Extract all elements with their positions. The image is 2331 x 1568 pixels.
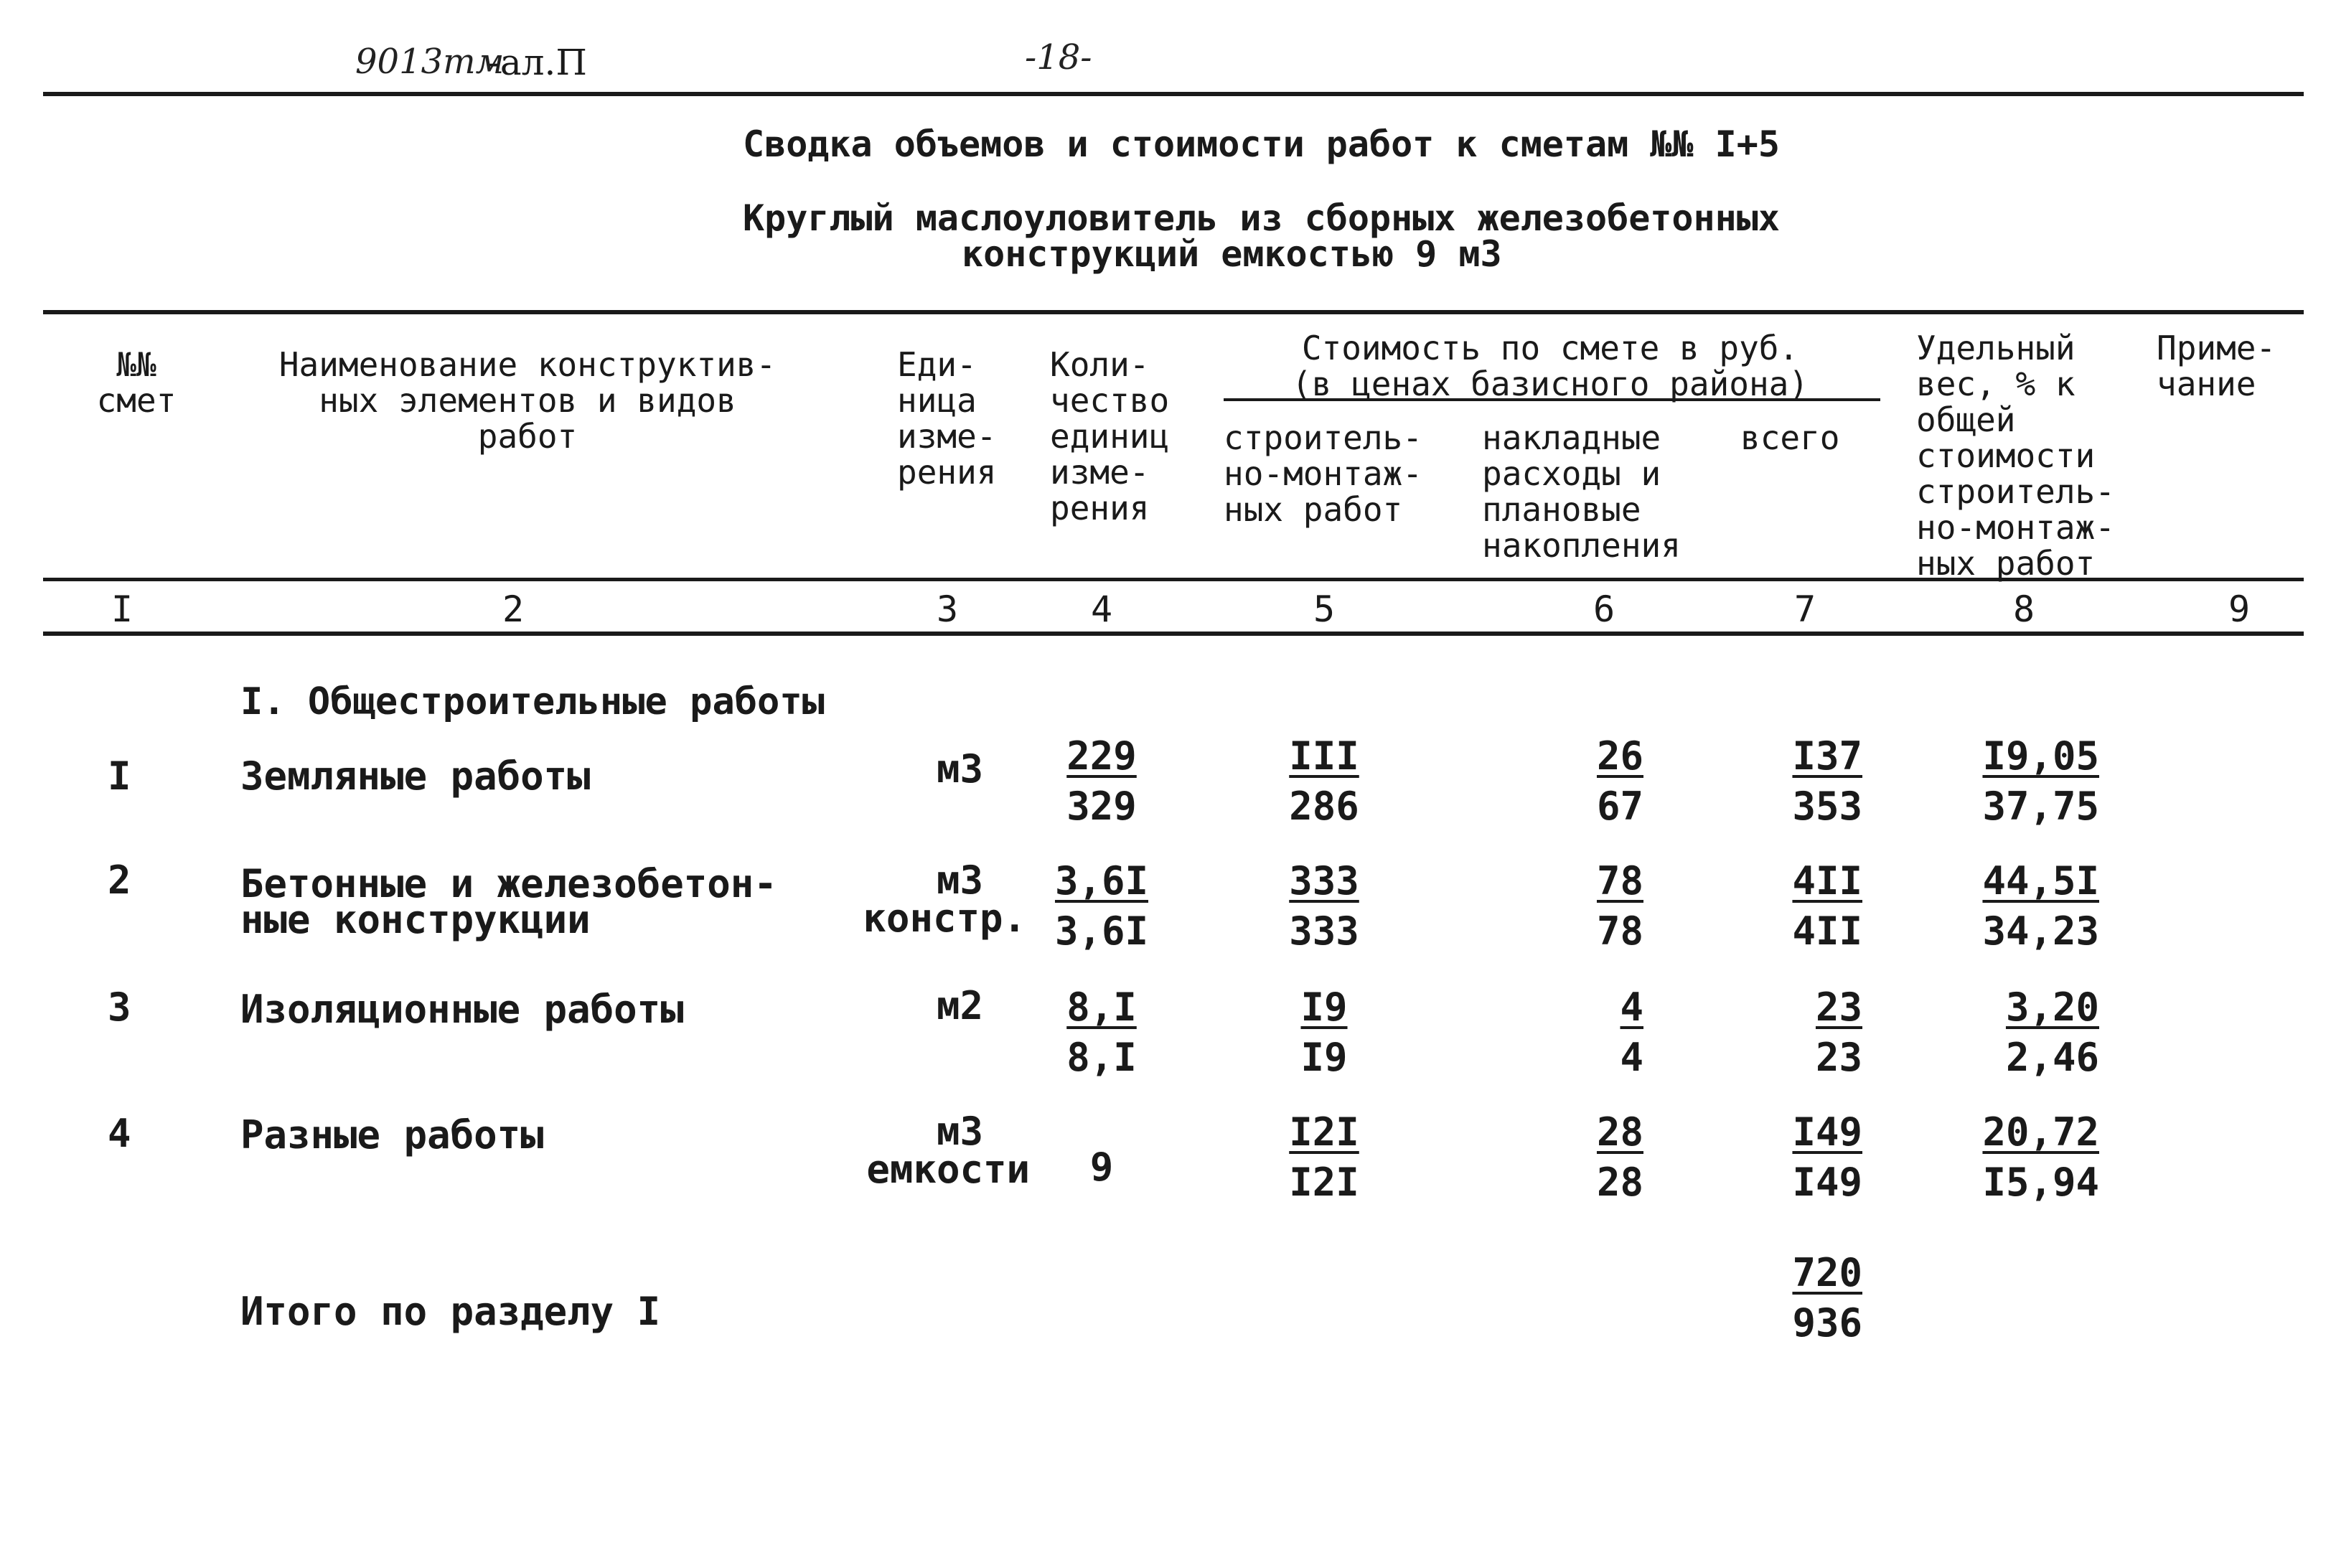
row2-name-line2: ные конструкции	[240, 897, 591, 942]
colnum-1: I	[111, 588, 133, 630]
row3-overhead-bottom: 4	[1620, 1035, 1643, 1080]
row4-overhead-bottom: 28	[1596, 1160, 1643, 1205]
row2-overhead-top: 78	[1596, 858, 1643, 903]
row4-share-top: 20,72	[1982, 1109, 2099, 1155]
row4-number: 4	[108, 1111, 131, 1156]
row3-qty-bottom: 8,I	[1066, 1035, 1137, 1080]
row3-share-bottom: 2,46	[2005, 1035, 2099, 1080]
row1-unit: м3	[936, 746, 983, 792]
colnum-5: 5	[1313, 588, 1336, 630]
row1-overhead-bottom: 67	[1596, 784, 1643, 829]
summary-title: Сводка объемов и стоимости работ к сметам №№ I+5	[743, 123, 1780, 165]
row1-number: I	[108, 754, 131, 799]
row3-share-top: 3,20	[2005, 985, 2099, 1030]
header-quantity: Коли- чество единиц изме- рения	[1050, 345, 1170, 527]
header-note: Приме- чание	[2157, 329, 2276, 403]
row1-share-bottom: 37,75	[1982, 784, 2099, 829]
row4-total-bottom: I49	[1792, 1160, 1862, 1205]
colnum-bottom-rule	[43, 632, 2304, 636]
header-total: всего	[1740, 418, 1840, 457]
row4-share-bottom: I5,94	[1982, 1160, 2099, 1205]
row1-qty-bottom: 329	[1066, 784, 1137, 829]
colnum-3: 3	[936, 588, 959, 630]
row3-total-top: 23	[1815, 985, 1862, 1030]
row2-qty-bottom: 3,6I	[1054, 909, 1149, 954]
row1-total-top: I37	[1792, 733, 1862, 779]
row3-qty-top: 8,I	[1066, 985, 1137, 1030]
header-unit: Еди- ница изме- рения	[897, 345, 997, 492]
colnum-8: 8	[2012, 588, 2035, 630]
row1-overhead-top: 26	[1596, 733, 1643, 779]
row4-smr-top: I2I	[1289, 1109, 1359, 1155]
row2-unit-line2: констр.	[863, 896, 1026, 941]
page-number: -18-	[1025, 37, 1092, 78]
row2-share-top: 44,5I	[1982, 858, 2099, 903]
row4-unit-line2: емкости	[866, 1147, 1030, 1192]
header-construction-cost: строитель- но-монтаж- ных работ	[1224, 418, 1422, 529]
row2-overhead-bottom: 78	[1596, 909, 1643, 954]
row3-smr-bottom: I9	[1300, 1035, 1348, 1080]
row2-number: 2	[108, 858, 131, 903]
doc-code: 9013тм	[355, 42, 505, 82]
object-title-line1: Круглый маслоуловитель из сборных железобетонных	[743, 197, 1780, 239]
header-cost-group: Стоимость по смете в руб. (в ценах базисного района)	[1291, 329, 1809, 403]
row3-number: 3	[108, 985, 131, 1030]
subtotal-total-bottom: 936	[1792, 1300, 1862, 1346]
row1-name: Земляные работы	[240, 754, 591, 799]
row3-name: Изоляционные работы	[240, 987, 684, 1032]
row4-unit-line1: м3	[936, 1109, 983, 1154]
row2-unit-line1: м3	[936, 858, 983, 903]
row4-smr-bottom: I2I	[1289, 1160, 1359, 1205]
row1-smr-bottom: 286	[1289, 784, 1359, 829]
subtotal-total-top: 720	[1792, 1250, 1862, 1295]
subtotal-label: Итого по разделу I	[240, 1289, 661, 1334]
colnum-7: 7	[1793, 588, 1816, 630]
row1-share-top: I9,05	[1982, 733, 2099, 779]
row4-total-top: I49	[1792, 1109, 1862, 1155]
section-title: I. Общестроительные работы	[240, 680, 825, 723]
row2-smr-bottom: 333	[1289, 909, 1359, 954]
row4-overhead-top: 28	[1596, 1109, 1643, 1155]
row3-total-bottom: 23	[1815, 1035, 1862, 1080]
row2-total-bottom: 4II	[1792, 909, 1862, 954]
album-label: -ал.П	[488, 42, 587, 83]
row4-qty: 9	[1089, 1145, 1114, 1190]
colnum-9: 9	[2228, 588, 2251, 630]
row2-share-bottom: 34,23	[1982, 909, 2099, 954]
header-element-name: Наименование конструктив- ных элементов и видов работ	[278, 345, 777, 456]
colnum-4: 4	[1090, 588, 1113, 630]
header-overhead: накладные расходы и плановые накопления	[1482, 418, 1681, 565]
header-estimate-number: №№ смет	[96, 345, 177, 420]
colnum-2: 2	[502, 588, 525, 630]
row1-smr-top: III	[1289, 733, 1359, 779]
top-rule	[43, 92, 2304, 96]
row3-unit: м2	[936, 983, 983, 1028]
object-title-line2: конструкций емкостью 9 м3	[962, 233, 1502, 275]
row2-total-top: 4II	[1792, 858, 1862, 903]
row2-name-line1: Бетонные и железобетон-	[240, 861, 777, 906]
row4-name: Разные работы	[240, 1112, 544, 1158]
row3-overhead-top: 4	[1620, 985, 1643, 1030]
colnum-6: 6	[1593, 588, 1615, 630]
row2-qty-top: 3,6I	[1054, 858, 1149, 903]
table-top-rule	[43, 310, 2304, 314]
header-share: Удельный вес, % к общей стоимости строитель- но-монтаж- ных работ	[1916, 329, 2115, 583]
row3-smr-top: I9	[1300, 985, 1348, 1030]
row2-smr-top: 333	[1289, 858, 1359, 903]
row1-qty-top: 229	[1066, 733, 1137, 779]
row1-total-bottom: 353	[1792, 784, 1862, 829]
